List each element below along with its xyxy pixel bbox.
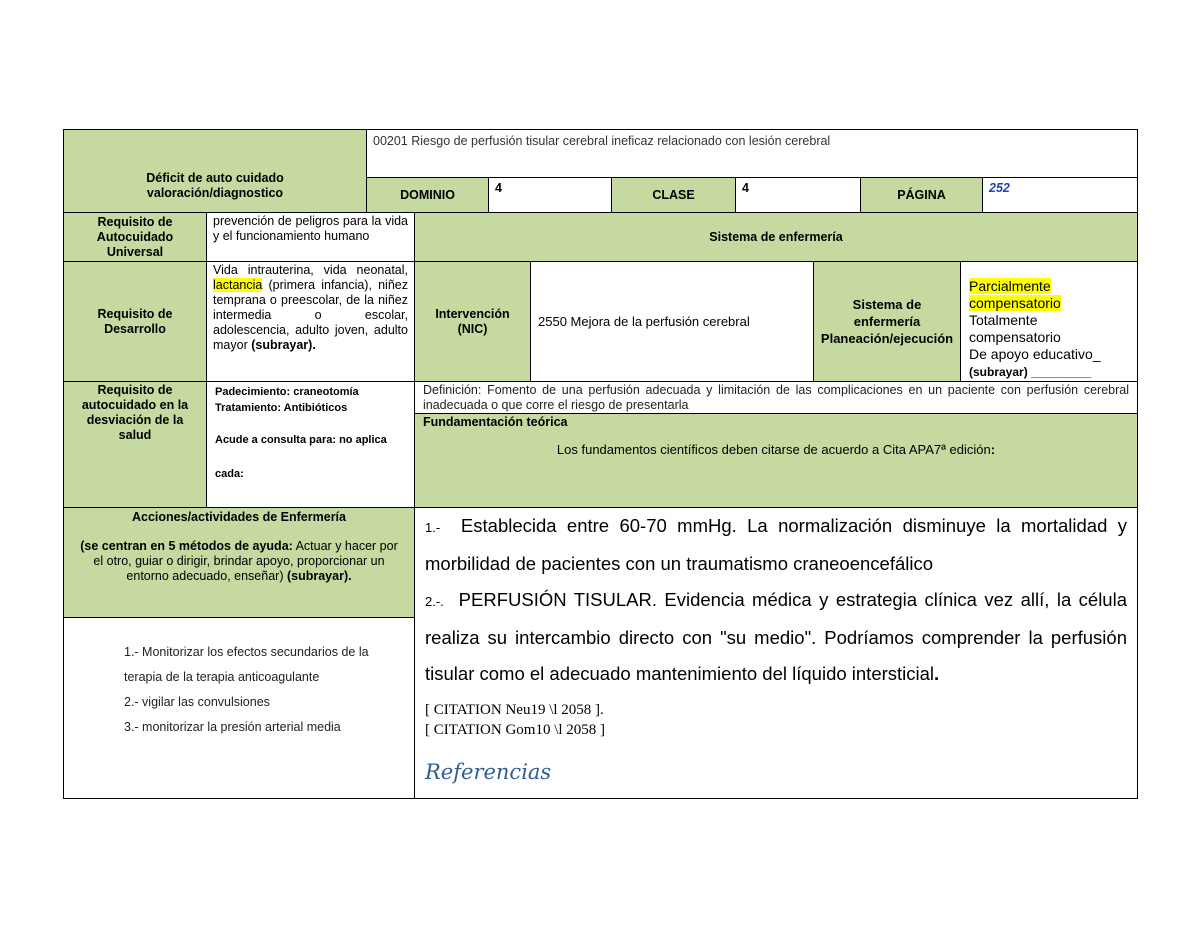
accion-item-3: 3.- monitorizar la presión arterial media bbox=[124, 720, 341, 734]
acciones-desc-bold2: (subrayar). bbox=[286, 569, 352, 583]
fundamentacion-title: Fundamentación teórica bbox=[423, 415, 568, 429]
acciones-list-cell bbox=[63, 617, 415, 799]
pagina-value: 252 bbox=[989, 181, 1010, 195]
diagnosis-text: 00201 Riesgo de perfusión tisular cerebral ineficaz relacionado con lesión cerebral bbox=[373, 134, 831, 148]
desviacion-label-cell bbox=[63, 381, 207, 508]
dominio-label: DOMINIO bbox=[400, 187, 455, 202]
tratamiento-text: Tratamiento: Antibióticos bbox=[215, 402, 348, 414]
deficit-label-line2: valoración/diagnostico bbox=[146, 186, 284, 200]
acciones-desc-normal: Actuar y hacer por el otro, guiar o dirigir, brindar apoyo, proporcionar un entorno adecuado, enseñar) bbox=[93, 539, 398, 583]
desviacion-label: Requisito de autocuidado en la desviación de la salud bbox=[81, 383, 189, 442]
diagnosis-cell bbox=[366, 129, 1138, 178]
desarrollo-label-cell bbox=[63, 261, 207, 382]
accion-item-2: 2.- vigilar las convulsiones bbox=[124, 695, 270, 709]
desarrollo-text-after: (primera infancia), niñez temprana o preescolar, de la niñez intermedia o escolar, adolescencia, adulto joven, adulto mayor bbox=[213, 278, 408, 352]
deficit-label-cell bbox=[63, 129, 367, 213]
desarrollo-text-cell bbox=[206, 261, 415, 382]
dominio-value: 4 bbox=[495, 181, 502, 195]
clase-value-cell bbox=[735, 177, 861, 213]
accion-item-1: 1.- Monitorizar los efectos secundarios de la terapia de la terapia anticoagulante bbox=[124, 645, 369, 684]
deficit-label-line1: Déficit de auto cuidado bbox=[146, 171, 284, 185]
fundamentos-colon: : bbox=[990, 442, 996, 457]
sistema-planeacion-label: Sistema de enfermería Planeación/ejecución bbox=[820, 297, 954, 346]
desarrollo-text-before: Vida intrauterina, vida neonatal, bbox=[213, 263, 408, 277]
sistema-header-cell bbox=[414, 212, 1138, 262]
fundamentacion-cell bbox=[414, 413, 1138, 508]
universal-text: prevención de peligros para la vida y el funcionamiento humano bbox=[213, 214, 408, 243]
desviacion-text-cell bbox=[206, 381, 415, 508]
citation-1: [ CITATION Neu19 \l 2058 ]. bbox=[425, 702, 604, 718]
p2-num: 2.-. bbox=[425, 594, 444, 609]
universal-label: Requisito de Autocuidado Universal bbox=[96, 214, 174, 259]
fundamentos-text: Los fundamentos científicos deben citarse de acuerdo a Cita APA7ª edición bbox=[556, 442, 991, 457]
sistema-options-cell bbox=[960, 261, 1138, 382]
acciones-desc bbox=[74, 539, 404, 584]
option-totalmente[interactable]: Totalmente compensatorio bbox=[969, 312, 1061, 345]
p2-end: . bbox=[934, 663, 940, 684]
definicion-cell bbox=[414, 381, 1138, 414]
padecimiento-text: Padecimiento: craneotomía bbox=[215, 386, 359, 398]
content-paragraph-1 bbox=[425, 508, 1127, 582]
content-cell bbox=[414, 507, 1138, 799]
definicion-text: Definición: Fomento de una perfusión adecuada y limitación de las complicaciones en un paciente con perfusión cerebral inadecuada o que corre el riesgo de presentarla bbox=[423, 383, 1129, 412]
universal-text-cell bbox=[206, 212, 415, 262]
option-parcialmente[interactable]: Parcialmente compensatorio bbox=[969, 278, 1061, 311]
intervencion-label-cell bbox=[414, 261, 531, 382]
intervencion-label: Intervención (NIC) bbox=[435, 306, 510, 336]
clase-value: 4 bbox=[742, 181, 749, 195]
option-apoyo-educativo[interactable]: De apoyo educativo_ bbox=[969, 346, 1101, 362]
cada-text: cada: bbox=[215, 468, 244, 480]
clase-label-cell bbox=[611, 177, 736, 213]
intervencion-value-cell bbox=[530, 261, 814, 382]
pagina-value-cell bbox=[982, 177, 1138, 213]
universal-label-cell bbox=[63, 212, 207, 262]
referencias-heading: Referencias bbox=[425, 760, 552, 784]
acude-text: Acude a consulta para: no aplica bbox=[215, 434, 387, 446]
intervencion-value: 2550 Mejora de la perfusión cerebral bbox=[538, 314, 750, 329]
acciones-header-cell bbox=[63, 507, 415, 618]
pagina-label: PÁGINA bbox=[897, 187, 946, 202]
dominio-label-cell bbox=[366, 177, 489, 213]
pagina-label-cell bbox=[860, 177, 983, 213]
acciones-title: Acciones/actividades de Enfermería bbox=[132, 510, 346, 524]
desarrollo-text bbox=[213, 263, 408, 353]
desarrollo-text-highlight: lactancia bbox=[213, 278, 263, 292]
sistema-header: Sistema de enfermería bbox=[709, 229, 843, 244]
desarrollo-label: Requisito de Desarrollo bbox=[97, 306, 173, 336]
subrayar-note: (subrayar) _________ bbox=[969, 365, 1092, 379]
dominio-value-cell bbox=[488, 177, 612, 213]
acciones-desc-bold: (se centran en 5 métodos de ayuda: bbox=[80, 539, 293, 553]
content-paragraph-2 bbox=[425, 582, 1127, 692]
desarrollo-text-bold: (subrayar). bbox=[251, 338, 316, 352]
p1-num: 1.- bbox=[425, 520, 441, 535]
p2-text: PERFUSIÓN TISULAR. Evidencia médica y estrategia clínica vez allí, la célula realiza su intercambio directo con "su medio". Podríamos comprender la perfusión tisular como el adecuado mantenimiento del líquido intersticial bbox=[425, 589, 1127, 684]
clase-label: CLASE bbox=[652, 187, 695, 202]
sistema-planeacion-cell bbox=[813, 261, 961, 382]
citation-2: [ CITATION Gom10 \l 2058 ] bbox=[425, 722, 606, 738]
p1-text: Establecida entre 60-70 mmHg. La normalización disminuye la mortalidad y morbilidad de pacientes con un traumatismo craneoencefálico bbox=[425, 515, 1127, 574]
